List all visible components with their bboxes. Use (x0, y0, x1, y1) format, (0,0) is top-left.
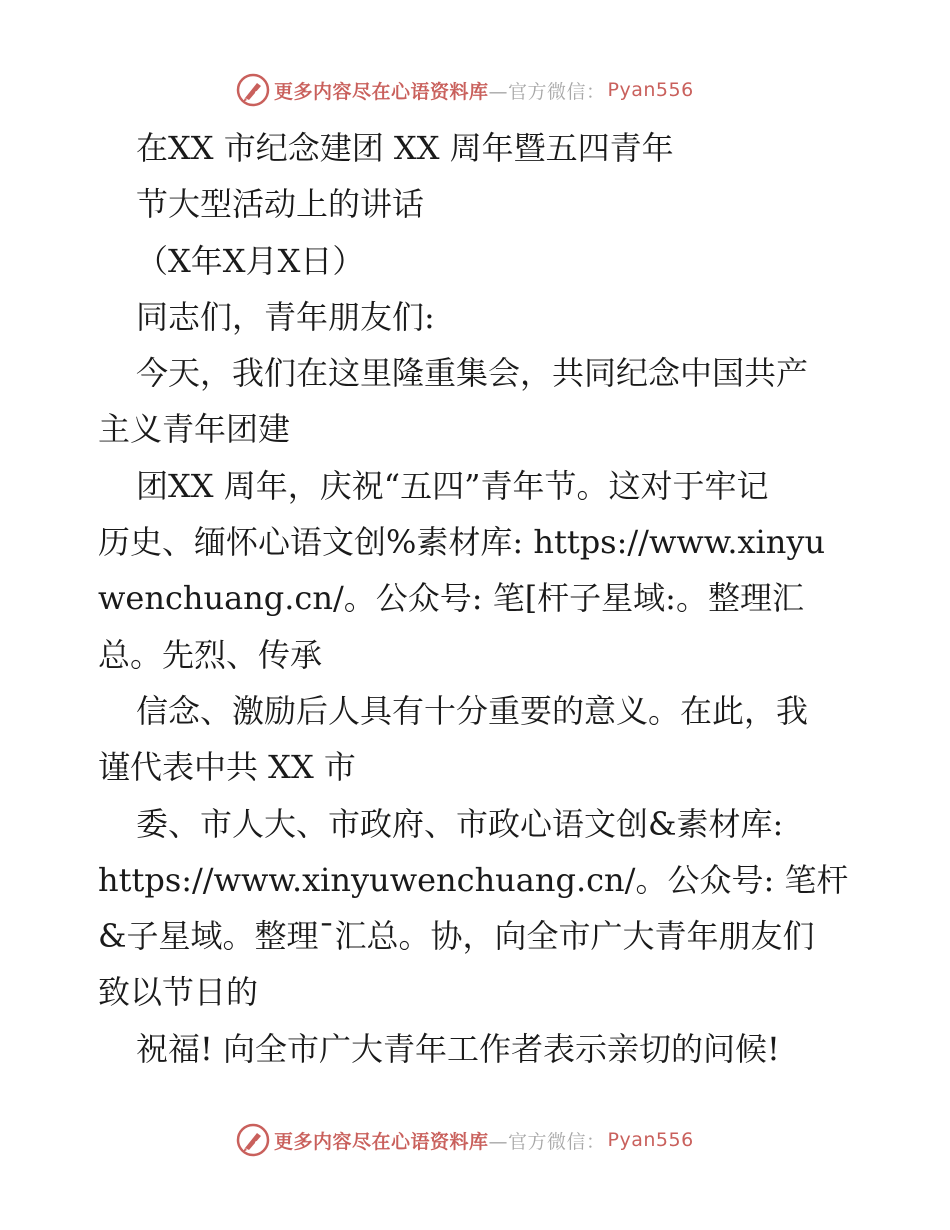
banner-wechat-id: Pyan556 (607, 1129, 694, 1151)
banner-main-text: 更多内容尽在心语资料库 (274, 80, 489, 103)
text-line: 今天，我们在这里隆重集会，共同纪念中国共产 (136, 354, 809, 393)
text-line: 致以节日的 (98, 973, 259, 1012)
text-line: （X年X月X日） (136, 241, 365, 280)
text-line: wenchuang.cn/。公众号: 笔[杆子星域:。整理汇 (98, 579, 804, 618)
text-line: https://www.xinyuwenchuang.cn/。公众号: 笔杆 (98, 860, 849, 899)
footer-watermark-banner (236, 1122, 694, 1158)
text-line: 在XX 市纪念建团 XX 周年暨五四青年 (136, 129, 674, 167)
text-line: 团XX 周年，庆祝“五四”青年节。这对于牢记 (136, 466, 769, 505)
text-line: 同志们，青年朋友们: (136, 297, 435, 336)
text-line: 总。先烈、传承 (98, 635, 323, 674)
banner-main-text: 更多内容尽在心语资料库 (274, 1130, 489, 1153)
text-line: 主义青年团建 (98, 410, 291, 449)
document-body (98, 120, 858, 1077)
text-line: 委、市人大、市政府、市政心语文创&素材库: (136, 804, 784, 843)
banner-sub-text: —官方微信： (488, 1130, 606, 1153)
pen-logo-icon (236, 73, 270, 107)
banner-wechat-id: Pyan556 (607, 79, 694, 101)
text-line: &子星域。整理¯汇总。协，向全市广大青年朋友们 (98, 917, 815, 956)
text-line: 节大型活动上的讲话 (136, 185, 425, 224)
text-line: 信念、激励后人具有十分重要的意义。在此，我 (136, 691, 809, 730)
header-watermark-banner (236, 72, 694, 108)
text-line: 祝福! 向全市广大青年工作者表示亲切的问候! (136, 1029, 780, 1068)
banner-sub-text: —官方微信： (488, 80, 606, 103)
text-line: 历史、缅怀心语文创%素材库: https://www.xinyu (98, 523, 826, 562)
text-line: 谨代表中共 XX 市 (98, 748, 356, 787)
pen-logo-icon (236, 1123, 270, 1157)
